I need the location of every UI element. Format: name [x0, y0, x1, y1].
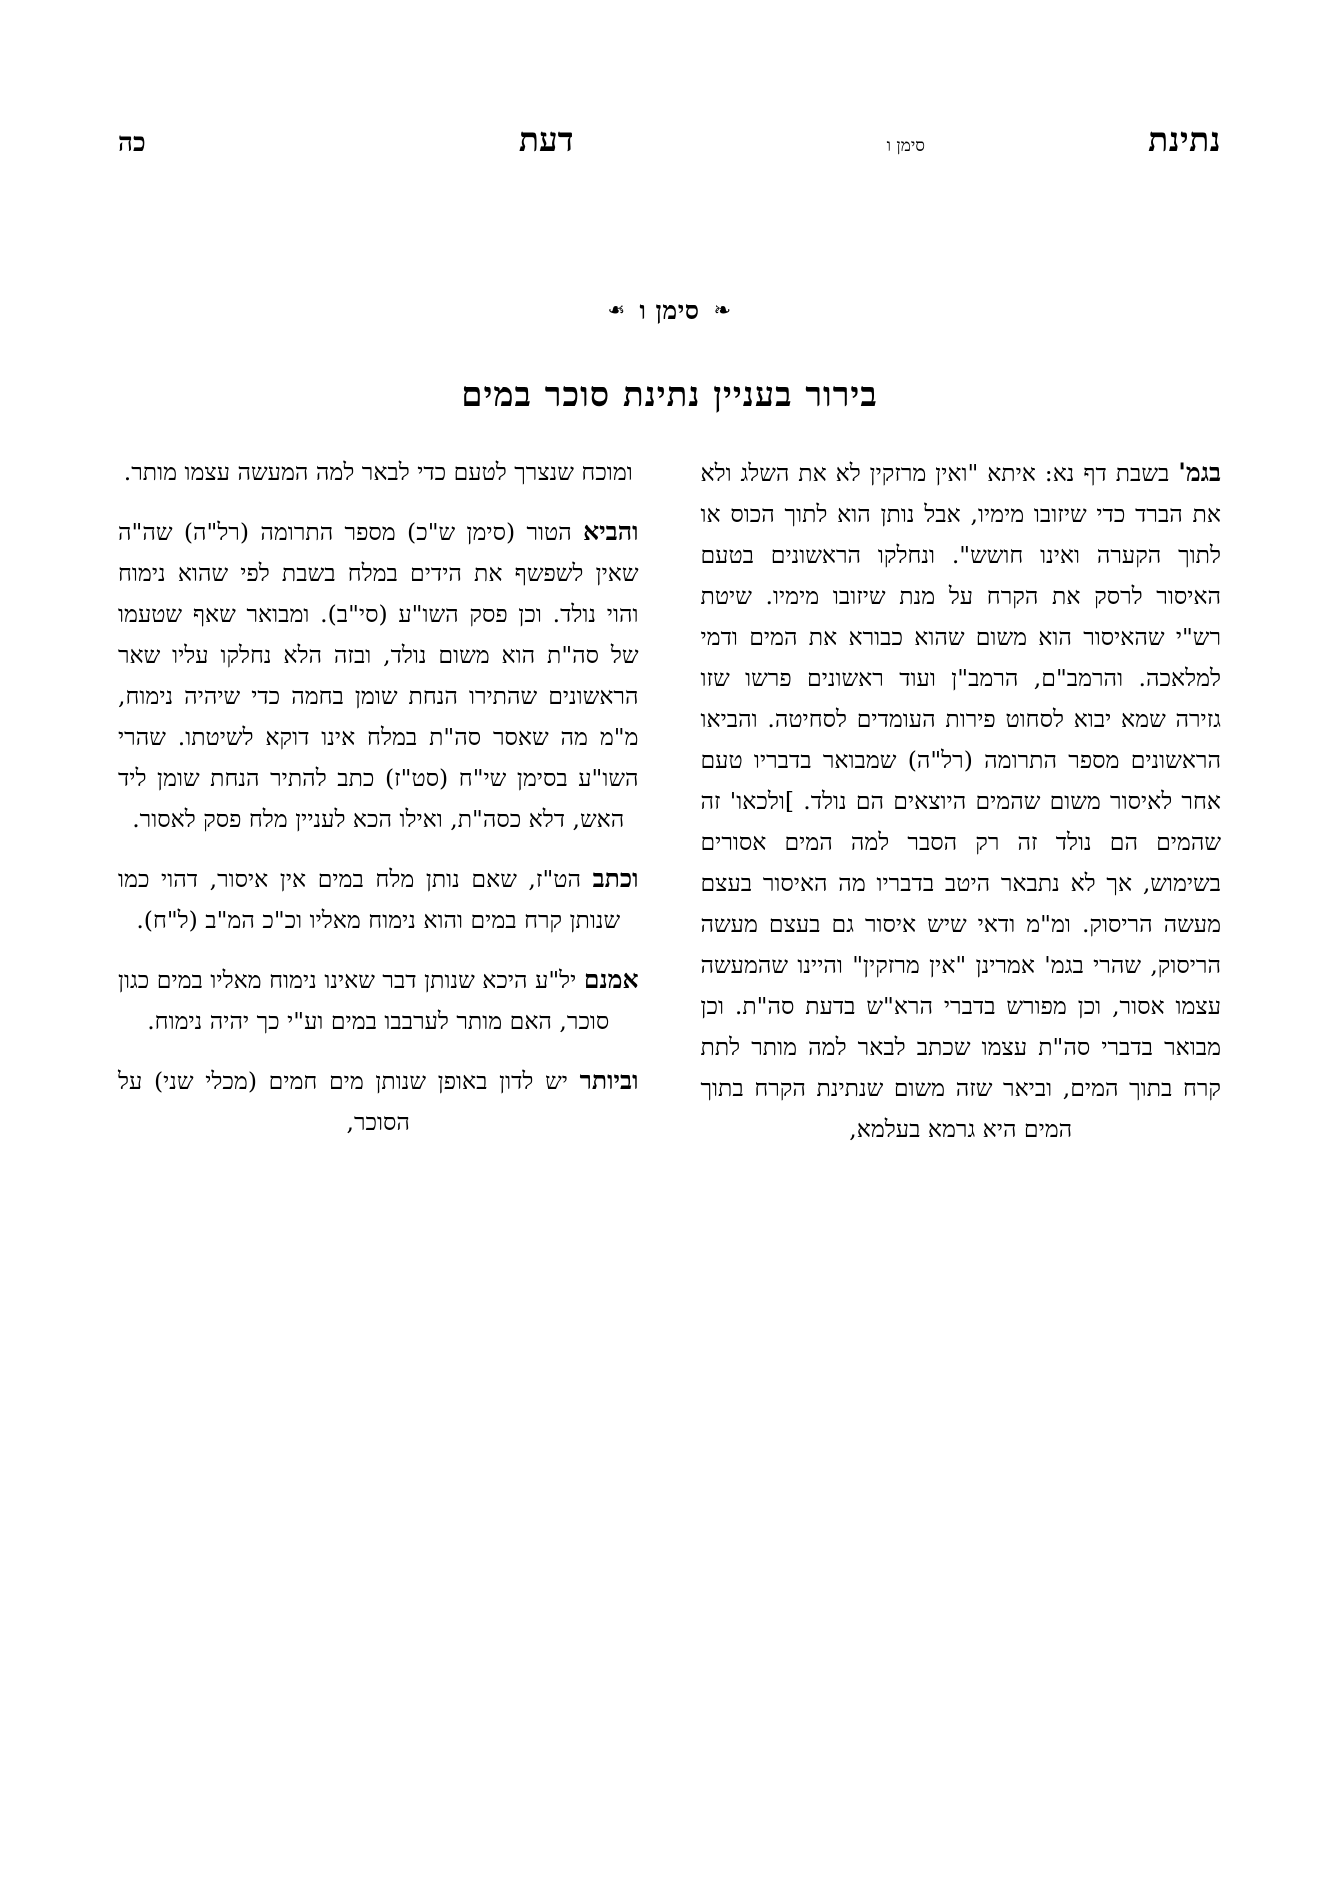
paragraph-text: ומוכח שנצרך לטעם כדי לבאר למה המעשה עצמו מותר. — [123, 458, 633, 486]
paragraph — [118, 452, 639, 493]
running-header — [118, 120, 1221, 176]
body-columns — [118, 452, 1221, 1829]
paragraph-lead: בגמ' — [1178, 458, 1221, 487]
paragraph — [118, 959, 639, 1042]
page-title: בירור בעניין נתינת סוכר במים — [461, 374, 878, 415]
paragraph-lead: וביותר — [579, 1066, 639, 1095]
column-right — [701, 452, 1222, 1829]
paragraph-lead: אמנם — [583, 965, 639, 994]
header-topic: דעת — [518, 120, 574, 159]
paragraph — [118, 511, 639, 840]
paragraph — [118, 858, 639, 941]
siman-heading-label: סימן ו — [639, 296, 700, 325]
column-left — [118, 452, 639, 1829]
siman-heading — [0, 296, 1339, 326]
paragraph-text: יל"ע היכא שנותן דבר שאינו נימוח מאליו במים כגון סוכר, האם מותר לערבבו במים וע"י כך יהיה נימוח. — [118, 966, 610, 1035]
ornament-right-icon: ❧ — [713, 298, 732, 322]
paragraph-text: הטור (סימן ש"כ) מספר התרומה (רל"ה) שה"ה שאין לשפשף את הידים במלח בשבת לפי שהוא נימוח והוי נולד. וכן פסק השו"ע (סי"ב). ומבואר שאף שטעמו של סה"ת הוא משום נולד, ובזה הלא נחלקו עליו שאר הראשונים שהתירו הנחת שומן בחמה כדי שיהיה נימוח, מ"מ מה שאסר סה"ת במלח אינו דוקא לשיטתו. שהרי השו"ע בסימן שי"ח (סט"ז) כתב להתיר הנחת שומן ליד האש, דלא כסה"ת, ואילו הכא לעניין מלח פסק לאסור. — [118, 518, 639, 833]
paragraph — [118, 1060, 639, 1143]
paragraph — [701, 452, 1222, 1150]
paragraph-text: יש לדון באופן שנותן מים חמים (מכלי שני) על הסוכר, — [118, 1067, 580, 1136]
ornament-left-icon: ❧ — [607, 298, 626, 322]
paragraph-lead: והביא — [583, 517, 639, 546]
paragraph-lead: וכתב — [592, 864, 639, 893]
header-siman-label: סימן ו — [886, 136, 925, 156]
header-folio-number: כה — [118, 128, 146, 158]
header-book-title: נתינת — [1148, 120, 1221, 159]
paragraph-text: הט"ז, שאם נותן מלח במים אין איסור, דהוי כמו שנותן קרח במים והוא נימוח מאליו וכ"כ המ"ב (ל"ח). — [118, 865, 621, 934]
paragraph-text: בשבת דף נא: איתא "ואין מרזקין לא את השלג ולא את הברד כדי שיזובו מימיו, אבל נותן הוא לתוך הכוס או לתוך הקערה ואינו חושש". ונחלקו הראשונים בטעם האיסור לרסק את הקרח על מנת שיזובו מימיו. שיטת רש"י שהאיסור הוא משום שהוא כבורא את המים ודמי למלאכה. והרמב"ם, הרמב"ן ועוד ראשונים פרשו שזו גזירה שמא יבוא לסחוט פירות העומדים לסחיטה. והביאו הראשונים מספר התרומה (רל"ה) שמבואר בדבריו טעם אחר לאיסור משום שהמים היוצאים הם נולד. ]ולכאו' זה שהמים הם נולד זה רק הסבר למה המים אסורים בשימוש, אך לא נתבאר היטב בדבריו מה האיסור בעצם מעשה הריסוק. ומ"מ ודאי שיש איסור גם בעצם מעשה הריסוק, שהרי בגמ' אמרינן "אין מרזקין" והיינו שהמעשה עצמו אסור, וכן מפורש בדברי הרא"ש בדעת סה"ת. וכן מבואר בדברי סה"ת עצמו שכתב לבאר למה מותר לתת קרח בתוך המים, וביאר שזה משום שנתינת הקרח בתוך המים היא גרמא בעלמא, — [700, 459, 1221, 1143]
